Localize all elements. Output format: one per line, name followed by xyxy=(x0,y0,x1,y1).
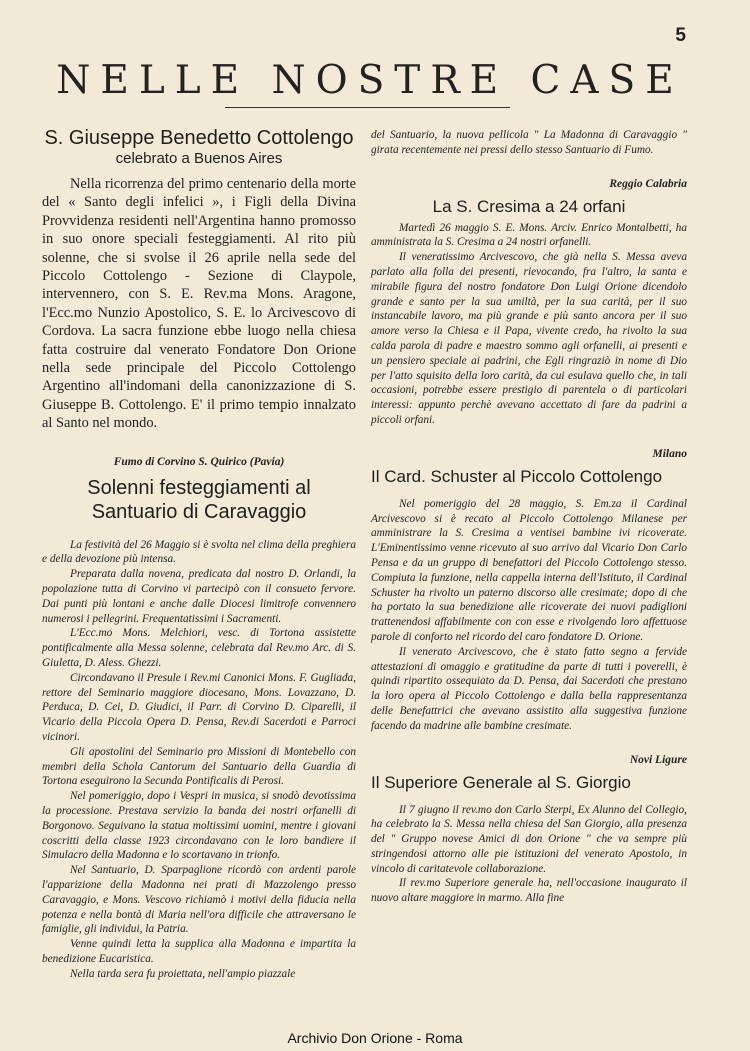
right-column xyxy=(371,128,687,906)
article-title-cottolengo: S. Giuseppe Benedetto Cottolengo xyxy=(44,127,354,149)
paragraph: Il rev.mo Superiore generale ha, nell'occasione inaugurato il nuovo altare maggiore in marmo. Alla fine xyxy=(371,877,687,905)
article-title-caravaggio: Solenni festeggiamenti al Santuario di Caravaggio xyxy=(87,476,311,523)
article-title-schuster: Il Card. Schuster al Piccolo Cottolengo xyxy=(371,466,663,486)
paragraph: Il 7 giugno il rev.mo don Carlo Sterpi, Ex Alunno del Collegio, ha celebrato la S. Messa nella chiesa del San Giorgio, alla presenza del " Gruppo novese Amici di don Orione " che va sempre più stringendosi attorno alle pie istituzioni del venerato Apostolo, in vincolo di caritatevole collaborazione. xyxy=(371,803,687,875)
paragraph: Nel Santuario, D. Sparpaglione ricordò con ardenti parole l'apparizione della Madonna nei prati di Mazzolengo presso Caravaggio, e Mons. Vescovo richiamò i motivi della fiducia nella potenza e nella bontà di Maria nell'ora difficile che attraversano le famiglie, gli individui, la Patria. xyxy=(42,864,356,936)
paragraph: del Santuario, la nuova pellicola " La Madonna di Caravaggio " girata recentemente nei pressi dello stesso Santuario di Fumo. xyxy=(371,129,687,156)
article-continuation xyxy=(371,128,687,158)
paragraph: Nel pomeriggio, dopo i Vespri in musica, si snodò devotissima la processione. Prestava servizio la banda dei nostri orfanelli di Borgonovo. Seguivano la statua moltissimi uomini, mentre i giovani coscritti della classe 1923 circondavano con le loro bandiere il Simulacro della Madonna e lo scortavano in trionfo. xyxy=(42,790,356,862)
article-body-cottolengo xyxy=(42,175,356,433)
dateline-milano: Milano xyxy=(652,447,687,460)
masthead-rule xyxy=(225,107,510,108)
paragraph: Il venerato Arcivescovo, che è stato fatto segno a fervide attestazioni di omaggio e gratitudine da parte di tutti i poverelli, è quindi ripartito ossequiato da D. Pensa, dai Sacerdoti che prestano la loro opera al Piccolo Cottolengo e dalla bella rappresentanza delle Benefattrici che avevano assistito alla suggestiva funzione facendo da madrine alle bambine cresimate. xyxy=(371,645,687,732)
page-number: 5 xyxy=(675,25,686,46)
article-subtitle-cottolengo: celebrato a Buenos Aires xyxy=(115,150,283,167)
paragraph: La festività del 26 Maggio si è svolta nel clima della preghiera e della devozione più intensa. xyxy=(42,538,356,566)
paragraph: Nel pomeriggio del 28 maggio, S. Em.za il Cardinal Arcivescovo si è recato al Piccolo Cottolengo Milanese per amministrare la S. Cresima a ventisei bambine ivi ricoverate. L'Eminentissimo venne ricevuto al suo arrivo dal Vicario Don Carlo Pensa e da un gruppo di benefattori del Piccolo Cottolengo stesso. Compiuta la funzione, nella cappella interna dell'Istituto, il Cardinal Schuster ha rivolto un paterno discorso alle cresimate; dopo di che ha portato la sua benedizione alle ricoverate dei nuovi padiglioni trattenendosi affabilmente con con esse e rivolgendo loro affettuose parole di conforto nel ricordo del caro fondatore D. Orione. xyxy=(371,497,687,643)
paragraph: Nella ricorrenza del primo centenario della morte del « Santo degli infelici », i Figli della Divina Provvidenza residenti nell'Argentina hanno promosso in suo onore speciali festeggiamenti. Al rito più solenne, che si svolse il 26 aprile nella sede del Piccolo Cottolengo - Sezione di Claypole, intervennero, con S. E. Rev.ma Mons. Aragone, l'Ecc.mo Nunzio Apostolico, S. E. lo Arcivescovo di Cordova. La sacra funzione ebbe luogo nella chiesa fatta costruire dal venerato Fondatore Don Orione nella sede principale del Piccolo Cottolengo Argentino all'indomani della canonizzazione di S. Giuseppe B. Cottolengo. E' il primo tempio innalzato al Santo nel mondo. xyxy=(42,176,356,432)
article-body-cresima xyxy=(371,221,687,428)
paragraph: Martedì 26 maggio S. E. Mons. Arciv. Enrico Montalbetti, ha amministrata la S. Cresima a 24 nostri orfanelli. xyxy=(371,221,687,249)
dateline-novi: Novi Ligure xyxy=(629,753,687,766)
paragraph: Circondavano il Presule i Rev.mi Canonici Mons. F. Gugliada, rettore del Seminario maggiore diocesano, Mons. Lovazzano, D. Perduca, D. Cei, D. Giudici, il Parr. di Corvino D. Ciparelli, il Vicario della Piccola Opera D. Pensa, Rev.di Sacerdoti e Parroci vicinori. xyxy=(42,671,356,744)
dateline-fumo: Fumo di Corvino S. Quirico (Pavia) xyxy=(113,455,285,468)
paragraph: L'Ecc.mo Mons. Melchiori, vesc. di Tortona assistette pontificalmente alla Messa solenne, celebrata dal Rev.mo Arc. di S. Giuletta, D. Aless. Ghezzi. xyxy=(42,627,356,670)
left-column xyxy=(42,126,356,982)
archive-footer: Archivio Don Orione - Roma xyxy=(287,1030,463,1046)
paragraph: Il veneratissimo Arcivescovo, che già nella S. Messa aveva parlato alla folla dei presenti, rievocando, fra l'altro, la santa e mirabile figura del nostro fondatore Don Luigi Orione dicendolo grande e santo per la sua umiltà, per la sua carità, per il suo instancabile lavoro, ma più grande e più santo ancora per il suo amore verso la Chiesa e il Papa, vivente credo, ha rivolto la sua calda parola di padre e maestro sommo agli orfanelli, ai presenti e un pensiero speciale ai padrini, che Egli ringraziò in nome di Dio per l'atto squisito della loro carità, da cui esulava quello che, in tali occasioni, potrebbe essere prestigio di parentela o di particolari interessi: appunto perchè avevano accettato di fare da padrini a piccoli orfani. xyxy=(371,251,687,426)
article-title-superiore: Il Superiore Generale al S. Giorgio xyxy=(371,772,631,792)
masthead-title: NELLE NOSTRE CASE xyxy=(56,58,684,103)
paragraph: Preparata dalla novena, predicata dal nostro D. Orlandi, la popolazione tutta di Corvino vi partecipò con il consueto fervore. Dai punti più lontani e anche dalle Diocesi limitrofe convennero numerosi i pellegrini. Frequentatissimi i Sacramenti. xyxy=(42,568,356,625)
article-title-cresima: La S. Cresima a 24 orfani xyxy=(432,196,626,216)
article-body-schuster xyxy=(371,497,687,734)
paragraph: Gli apostolini del Seminario pro Missioni di Montebello con membri della Schola Cantorum del Santuario della Guardia di Tortona eseguirono la Secunda Pontificalis di Perosi. xyxy=(42,745,356,788)
dateline-reggio: Reggio Calabria xyxy=(609,177,687,190)
paragraph: Venne quindi letta la supplica alla Madonna e impartita la benedizione Eucaristica. xyxy=(42,938,356,965)
article-body-caravaggio xyxy=(42,538,356,982)
article-body-superiore xyxy=(371,803,687,907)
paragraph: Nella tarda sera fu proiettata, nell'ampio piazzale xyxy=(70,967,296,980)
